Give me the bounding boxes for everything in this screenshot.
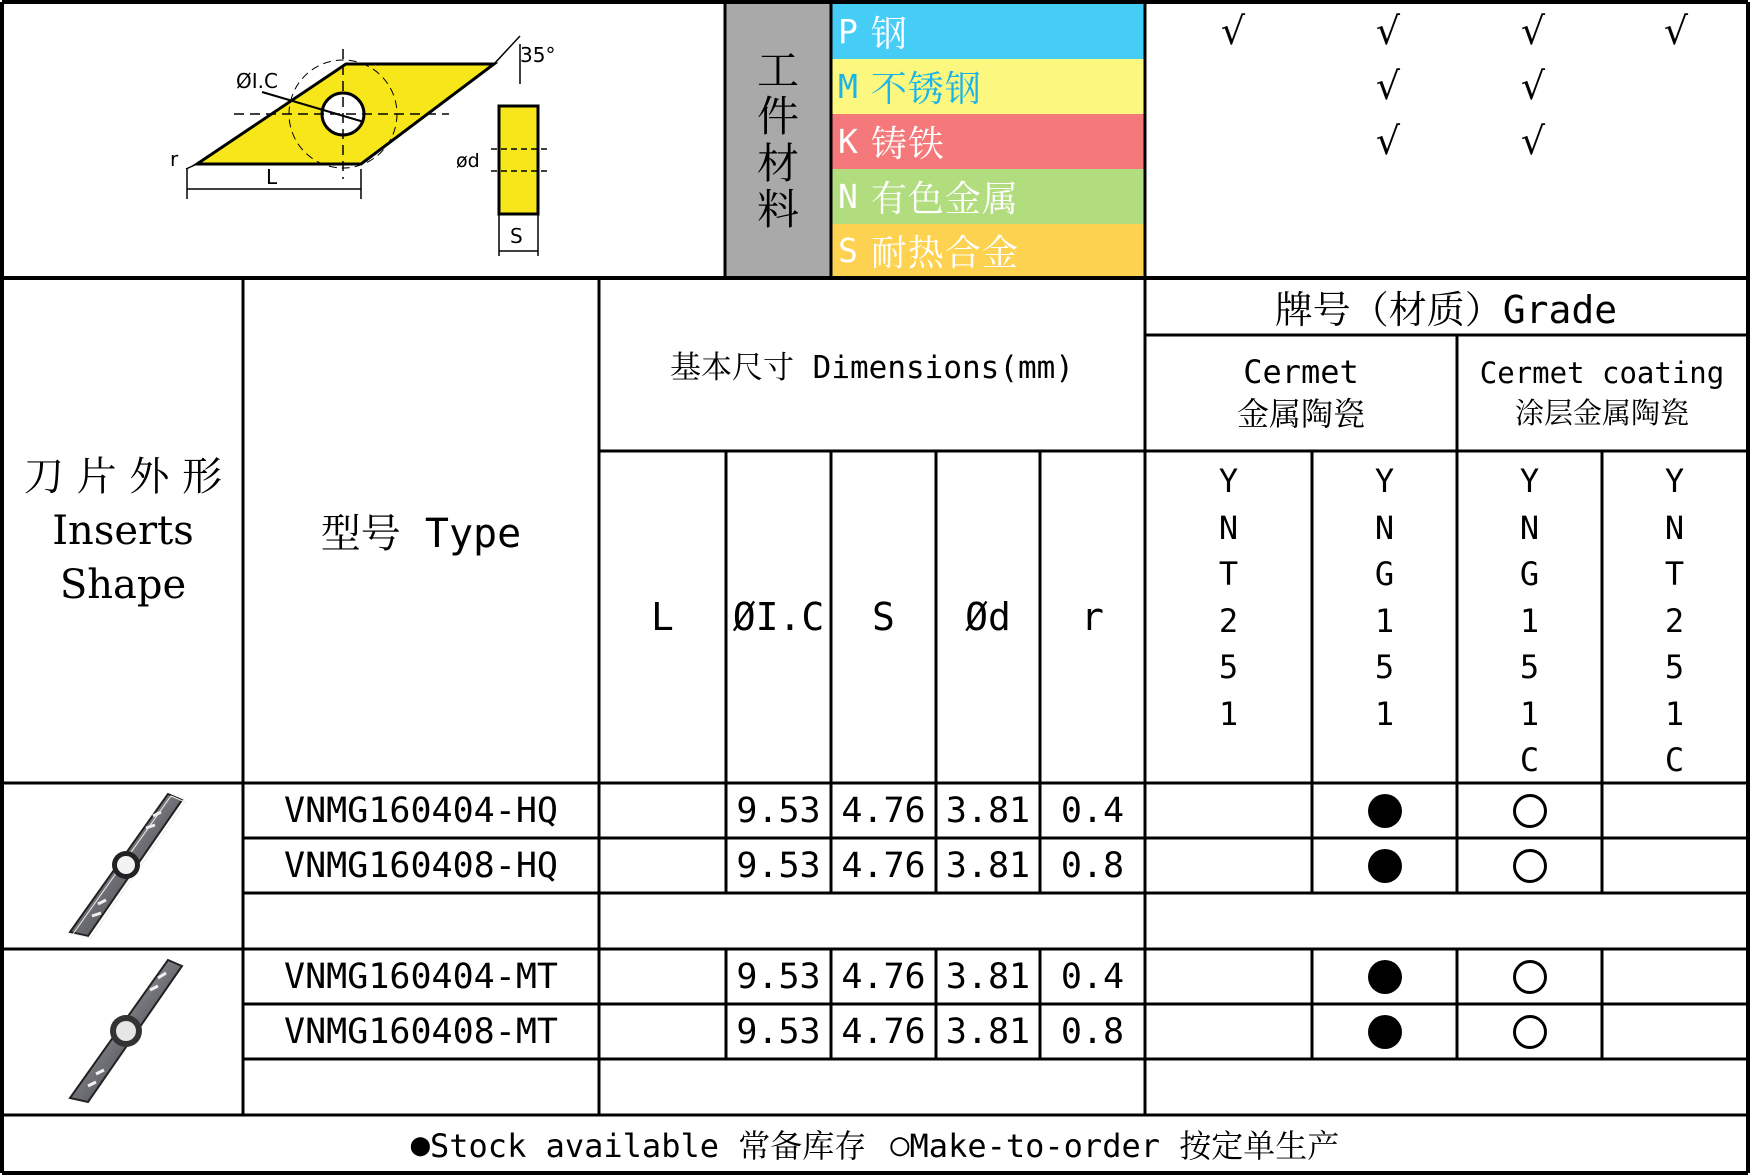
coating-en: Cermet coating — [1479, 356, 1725, 390]
dim-col-L: L — [651, 595, 674, 639]
grade-availability-cell — [1146, 950, 1311, 1003]
make-to-order-circle — [1513, 960, 1547, 994]
r-cell: 0.8 — [1060, 1011, 1125, 1052]
grade-letter: G — [1519, 555, 1540, 593]
ic-label: ØI.C — [236, 69, 278, 93]
grade-letter: Y — [1374, 462, 1395, 500]
grade-availability-cell — [1603, 839, 1746, 892]
grade-column-4 — [1603, 452, 1746, 782]
type-cell: VNMG160408-HQ — [284, 845, 558, 886]
thickness-label: S — [510, 224, 523, 248]
ic-cell: 9.53 — [736, 956, 821, 997]
grade-letter: 5 — [1664, 648, 1685, 686]
grade-letter: C — [1519, 741, 1540, 779]
grade-letter: 1 — [1664, 694, 1685, 733]
stock-available-dot — [1368, 1015, 1402, 1049]
grade-letter: 1 — [1374, 601, 1395, 640]
type-header: 型号 Type — [320, 511, 522, 557]
d-cell: 3.81 — [945, 845, 1031, 886]
grade-letter: T — [1218, 555, 1239, 593]
s-cell: 4.76 — [841, 956, 926, 997]
vnmg-hq-insert-image — [48, 786, 198, 946]
vnmg-mt-insert-image — [48, 952, 198, 1112]
radius-label: r — [170, 147, 179, 171]
check-mark: √ — [1663, 9, 1689, 53]
grade-column-3 — [1458, 452, 1601, 782]
workpiece-char-4: 料 — [756, 185, 799, 234]
hole-diameter-label: ød — [456, 150, 480, 172]
material-non-ferrous — [832, 169, 1144, 224]
material-suitability-checks — [1146, 4, 1746, 277]
make-to-order-circle — [1513, 794, 1547, 828]
stock-available-dot — [1368, 794, 1402, 828]
order-text: Make-to-order 按定单生产 — [909, 1126, 1340, 1165]
material-name: 有色金属 — [870, 179, 1019, 220]
dim-col-S: S — [872, 595, 895, 639]
grade-header: 牌号（材质）Grade — [1274, 288, 1618, 332]
side-view-shape — [499, 106, 538, 214]
length-label: L — [266, 165, 278, 189]
d-cell: 3.81 — [945, 790, 1031, 831]
grade-letter: 5 — [1519, 648, 1540, 686]
grade-letter: 2 — [1664, 601, 1685, 640]
check-mark: √ — [1520, 64, 1546, 108]
grade-letter: 1 — [1218, 694, 1239, 733]
grade-availability-cell — [1603, 784, 1746, 837]
order-symbol: ○ — [890, 1124, 910, 1163]
spacer-row-mt — [244, 1060, 1746, 1114]
grade-letter: G — [1374, 555, 1395, 593]
legend-row — [4, 1116, 1746, 1171]
material-heat-resistant-alloy — [832, 224, 1144, 277]
L-cell — [600, 1005, 725, 1058]
cermet-coating-header — [1458, 336, 1746, 450]
s-cell: 4.76 — [841, 790, 926, 831]
dim-col-d: Ød — [965, 595, 1011, 639]
insert-shape-header — [4, 279, 242, 782]
dim-col-r: r — [1081, 595, 1104, 639]
workpiece-char-2: 件 — [756, 92, 799, 141]
check-mark: √ — [1220, 9, 1246, 53]
workpiece-char-1: 工 — [756, 45, 799, 95]
coating-cn: 涂层金属陶瓷 — [1514, 396, 1689, 430]
ic-cell: 9.53 — [736, 1011, 821, 1052]
grade-column-1 — [1146, 452, 1311, 782]
shape-header-en-2: Shape — [59, 561, 187, 608]
grade-availability-cell — [1603, 1005, 1746, 1058]
make-to-order-circle — [1513, 849, 1547, 883]
insert-image-hq — [4, 784, 242, 948]
workpiece-material-title — [726, 4, 830, 277]
spacer-row-hq — [244, 894, 1746, 948]
grade-letter: N — [1374, 508, 1395, 547]
grade-letter: Y — [1519, 462, 1540, 500]
angle-label: 35° — [520, 43, 556, 67]
L-cell — [600, 784, 725, 837]
grade-letter: 1 — [1519, 601, 1540, 640]
check-mark: √ — [1520, 119, 1546, 163]
d-cell: 3.81 — [945, 1011, 1031, 1052]
grade-letter: N — [1664, 508, 1685, 547]
material-name: 钢 — [870, 14, 908, 55]
grade-availability-cell — [1146, 784, 1311, 837]
grade-availability-cell — [1146, 1005, 1311, 1058]
grade-letter: T — [1664, 555, 1685, 593]
material-steel — [832, 4, 1144, 59]
cermet-cn: 金属陶瓷 — [1236, 395, 1365, 433]
material-code: K — [838, 122, 859, 161]
grade-column-2 — [1313, 452, 1456, 782]
material-name: 耐热合金 — [870, 233, 1019, 274]
grade-availability-cell — [1603, 950, 1746, 1003]
insert-image-mt — [4, 950, 242, 1114]
r-cell: 0.8 — [1060, 845, 1125, 886]
d-cell: 3.81 — [945, 956, 1031, 997]
dimensions-header: 基本尺寸 Dimensions(mm) — [670, 350, 1074, 386]
grade-letter: 1 — [1374, 694, 1395, 733]
r-cell: 0.4 — [1060, 956, 1125, 997]
s-cell: 4.76 — [841, 845, 926, 886]
check-mark: √ — [1520, 9, 1546, 53]
material-name: 不锈钢 — [870, 69, 982, 110]
insert-drawing — [4, 4, 724, 277]
r-cell: 0.4 — [1060, 790, 1125, 831]
material-name: 铸铁 — [870, 124, 945, 165]
workpiece-char-3: 材 — [756, 138, 799, 188]
grade-letter: 1 — [1519, 694, 1540, 733]
make-to-order-circle — [1513, 1015, 1547, 1049]
grade-availability-cell — [1458, 1005, 1601, 1058]
check-mark: √ — [1375, 9, 1401, 53]
shape-header-cn: 刀 片 外 形 — [23, 453, 223, 500]
material-code: N — [838, 177, 859, 216]
dim-col-ic: ØI.C — [732, 595, 825, 639]
material-code: M — [838, 67, 859, 106]
grade-availability-cell — [1458, 784, 1601, 837]
L-cell — [600, 839, 725, 892]
grade-availability-cell — [1313, 839, 1456, 892]
grade-availability-cell — [1146, 839, 1311, 892]
L-cell — [600, 950, 725, 1003]
grade-availability-cell — [1458, 950, 1601, 1003]
material-stainless-steel — [832, 59, 1144, 114]
grade-letter: 5 — [1218, 648, 1239, 686]
stock-available-dot — [1368, 960, 1402, 994]
type-cell: VNMG160404-MT — [284, 956, 558, 997]
type-cell: VNMG160404-HQ — [284, 790, 558, 831]
grade-letter: 2 — [1218, 601, 1239, 640]
grade-letter: N — [1218, 508, 1239, 547]
grade-availability-cell — [1313, 950, 1456, 1003]
ic-cell: 9.53 — [736, 845, 821, 886]
check-mark: √ — [1375, 64, 1401, 108]
shape-header-en-1: Inserts — [52, 507, 194, 554]
stock-text: Stock available 常备库存 — [430, 1126, 867, 1165]
ic-cell: 9.53 — [736, 790, 821, 831]
check-mark: √ — [1375, 119, 1401, 163]
grade-letter: N — [1519, 508, 1540, 547]
material-code: S — [838, 231, 859, 270]
grade-availability-cell — [1313, 1005, 1456, 1058]
grade-availability-cell — [1313, 784, 1456, 837]
stock-symbol: ● — [410, 1124, 430, 1163]
grade-letter: Y — [1664, 462, 1685, 500]
material-code: P — [838, 12, 859, 51]
insert-diagram — [4, 4, 724, 277]
grade-letter: C — [1664, 741, 1685, 779]
stock-available-dot — [1368, 849, 1402, 883]
cermet-en: Cermet — [1243, 353, 1359, 391]
grade-letter: 5 — [1374, 648, 1395, 686]
grade-availability-cell — [1458, 839, 1601, 892]
grade-letter: Y — [1218, 462, 1239, 500]
cermet-header — [1146, 336, 1456, 450]
type-cell: VNMG160408-MT — [284, 1011, 558, 1052]
material-cast-iron — [832, 114, 1144, 169]
s-cell: 4.76 — [841, 1011, 926, 1052]
